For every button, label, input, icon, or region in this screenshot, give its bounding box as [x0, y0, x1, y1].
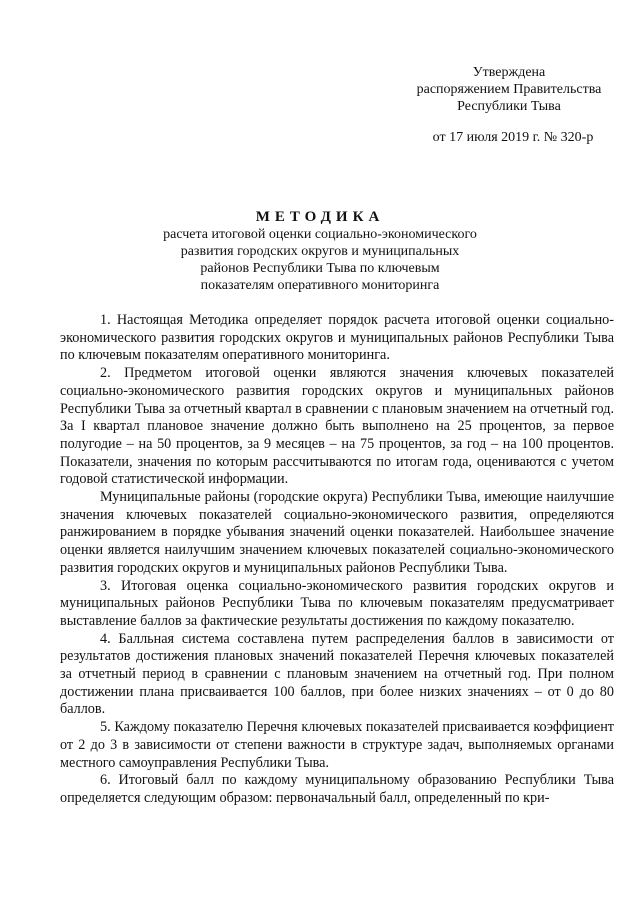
paragraph-2: 2. Предметом итоговой оценки являются значения ключевых показателей социально-экономического развития городских округов и муниципальных районов Республики Тыва за отчетный квартал в сравнении с плановым значением на отчетный год. За I квартал плановое значение должно быть выполнено на 25 процентов, за первое полугодие – на 50 процентов, за 9 месяцев – на 75 процентов, за год – на 100 процентов. Показатели, значения по которым рассчитываются по итогам года, оцениваются с учетом годовой статистической информации. — [60, 365, 614, 488]
document-body — [60, 312, 614, 808]
paragraph-3: 3. Итоговая оценка социально-экономического развития городских округов и муниципальных районов Республики Тыва по ключевым показателям предусматривает выставление баллов за фактические результаты достижения по каждому показателю. — [60, 577, 614, 629]
paragraph-5: 5. Каждому показателю Перечня ключевых показателей присваивается коэффициент от 2 до 3 в зависимости от степени важности в структуре задач, выполняемых органами местного самоуправления Республики Тыва. — [60, 719, 614, 771]
title-line-4: показателям оперативного мониторинга — [200, 278, 440, 293]
document-heading: МЕТОДИКА — [255, 209, 385, 225]
paragraph-4: 4. Балльная система составлена путем распределения баллов в зависимости от результатов достижения плановых значений показателей Перечня ключевых показателей за отчетный период в сравнении с плановым значением на отчетный год. При полном достижении плана присваивается 100 баллов, при более низких значениях – от 0 до 80 баллов. — [60, 630, 614, 718]
document-title-block — [100, 208, 540, 294]
paragraph-6: 6. Итоговый балл по каждому муниципальному образованию Республики Тыва определяется следующим образом: первоначальный балл, определенный по кри- — [60, 772, 614, 806]
approval-stamp — [404, 64, 614, 146]
approval-line-order: распоряжением Правительства — [416, 82, 602, 97]
approval-line-republic: Республики Тыва — [457, 99, 561, 114]
title-line-1: расчета итоговой оценки социально-экономического — [163, 227, 477, 242]
title-line-2: развития городских округов и муниципальных — [180, 244, 460, 259]
paragraph-2-ranking: Муниципальные районы (городские округа) Республики Тыва, имеющие наилучшие значения ключевых показателей социально-экономического развития, определяются ранжированием в порядке убывания значений оценки показателей. Наибольшее значение оценки является наилучшим значением ключевых показателей социально-экономического развития городских округов и муниципальных районов Республики Тыва. — [60, 489, 614, 576]
approval-line-approved: Утверждена — [472, 65, 546, 80]
approval-date: от 17 июля 2019 г. № 320-р — [432, 130, 594, 145]
title-line-3: районов Республики Тыва по ключевым — [200, 261, 440, 276]
paragraph-1: 1. Настоящая Методика определяет порядок расчета итоговой оценки социально-экономического развития городских округов и муниципальных районов Республики Тыва по ключевым показателям оперативного мониторинга. — [60, 312, 614, 364]
